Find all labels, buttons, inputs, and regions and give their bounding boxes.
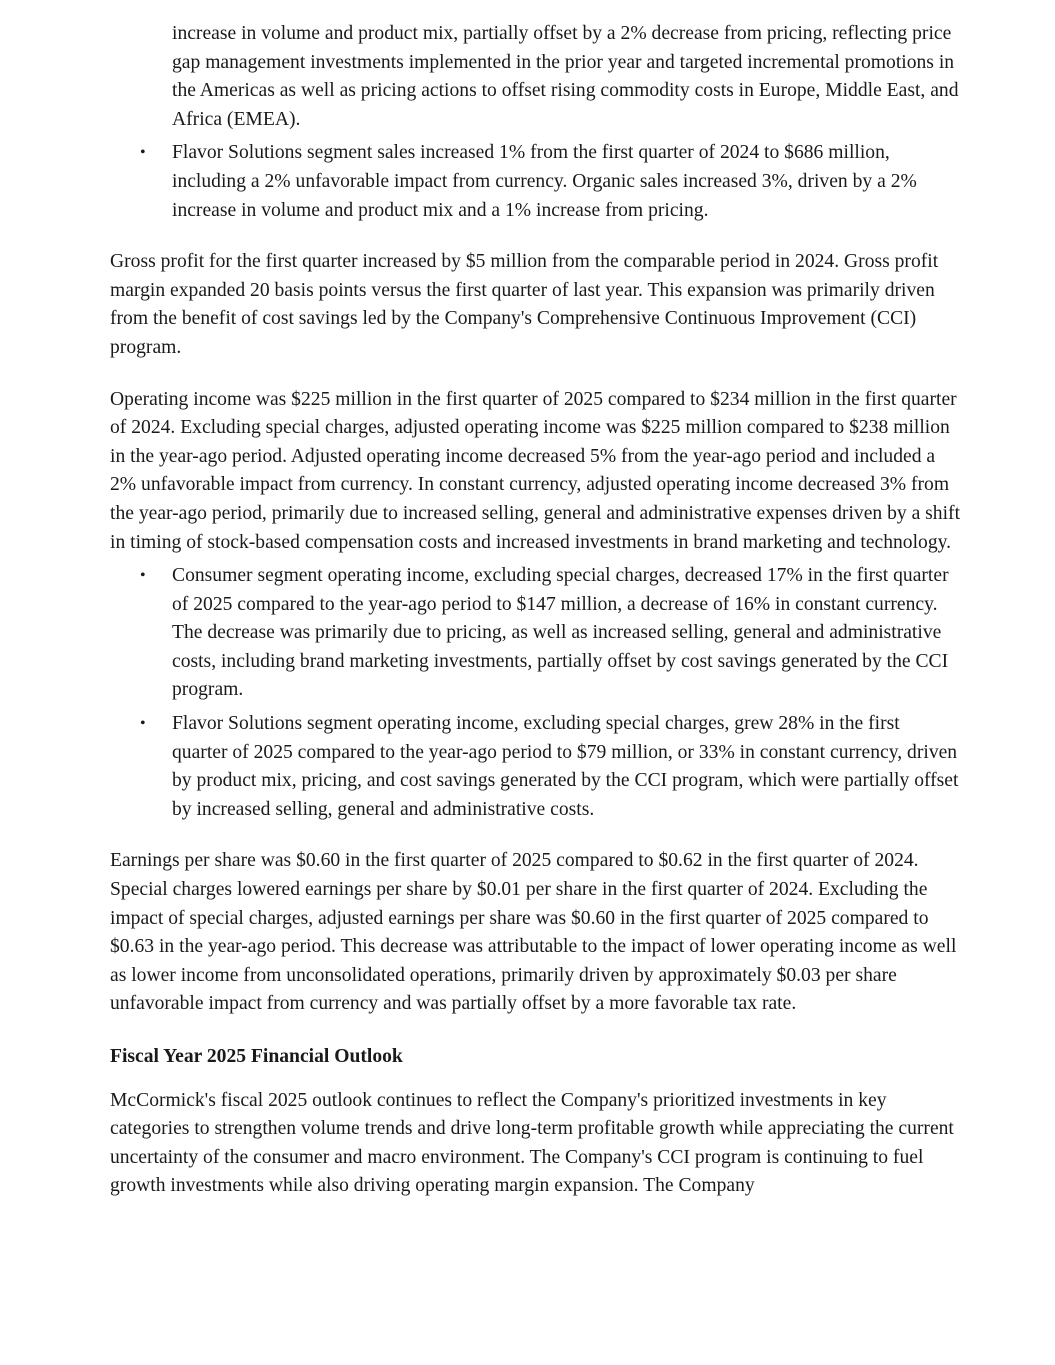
bullet-text: Consumer segment operating income, excluding special charges, decreased 17% in the first quarter of 2025 compared to the year-ago period to $147 million, a decrease of 16% in constant currency. The decrease was primarily due to pricing, as well as increased selling, general and administrative costs, including brand marketing investments, partially offset by cost savings generated by the CCI program. [172, 565, 949, 701]
operating-bullet-list [110, 562, 960, 824]
gross-profit-paragraph: Gross profit for the first quarter increased by $5 million from the comparable period in 2024. Gross profit margin expanded 20 basis points versus the first quarter of last year. This expansion was primarily driven from the benefit of cost savings led by the Company's Comprehensive Continuous Improvement (CCI) program. [110, 251, 939, 358]
continuation-paragraph: increase in volume and product mix, partially offset by a 2% decrease from pricing, reflecting price gap management investments implemented in the prior year and targeted incremental promotions in the Americas as well as pricing actions to offset rising commodity costs in Europe, Middle East, and Africa (EMEA). [172, 23, 959, 130]
list-item [110, 562, 960, 705]
operating-income-paragraph: Operating income was $225 million in the first quarter of 2025 compared to $234 million in the first quarter of 2024. Excluding special charges, adjusted operating income was $225 million compared to $238 million in the year-ago period. Adjusted operating income decreased 5% from the year-ago period and included a 2% unfavorable impact from currency. In constant currency, adjusted operating income decreased 3% from the year-ago period, primarily due to increased selling, general and administrative expenses driven by a shift in timing of stock-based compensation costs and increased investments in brand marketing and technology. [110, 388, 961, 553]
document-page [110, 20, 960, 1201]
bullet-marker: • [140, 715, 146, 733]
list-item [110, 139, 960, 225]
list-item [110, 710, 960, 824]
bullet-text: Flavor Solutions segment sales increased 1% from the first quarter of 2024 to $686 million, including a 2% unfavorable impact from currency. Organic sales increased 3%, driven by a 2% increase in volume and product mix and a 1% increase from pricing. [172, 142, 917, 221]
eps-paragraph: Earnings per share was $0.60 in the first quarter of 2025 compared to $0.62 in the first quarter of 2024. Special charges lowered earnings per share by $0.01 per share in the first quarter of 2024. Excluding the impact of special charges, adjusted earnings per share was $0.60 in the first quarter of 2025 compared to $0.63 in the year-ago period. This decrease was attributable to the impact of lower operating income as well as lower income from unconsolidated operations, primarily driven by approximately $0.03 per share unfavorable impact from currency and was partially offset by a more favorable tax rate. [110, 850, 957, 1015]
sales-bullet-list [110, 139, 960, 225]
bullet-text: Flavor Solutions segment operating income, excluding special charges, grew 28% in the first quarter of 2025 compared to the year-ago period to $79 million, or 33% in constant currency, driven by product mix, pricing, and cost savings generated by the CCI program, which were partially offset by increased selling, general and administrative costs. [172, 713, 959, 820]
outlook-paragraph: McCormick's fiscal 2025 outlook continues to reflect the Company's prioritized investments in key categories to strengthen volume trends and drive long-term profitable growth while appreciating the current uncertainty of the consumer and macro environment. The Company's CCI program is continuing to fuel growth investments while also driving operating margin expansion. The Company [110, 1089, 954, 1197]
outlook-heading: Fiscal Year 2025 Financial Outlook [110, 1046, 403, 1067]
bullet-marker: • [140, 567, 146, 585]
bullet-marker: • [140, 144, 146, 162]
